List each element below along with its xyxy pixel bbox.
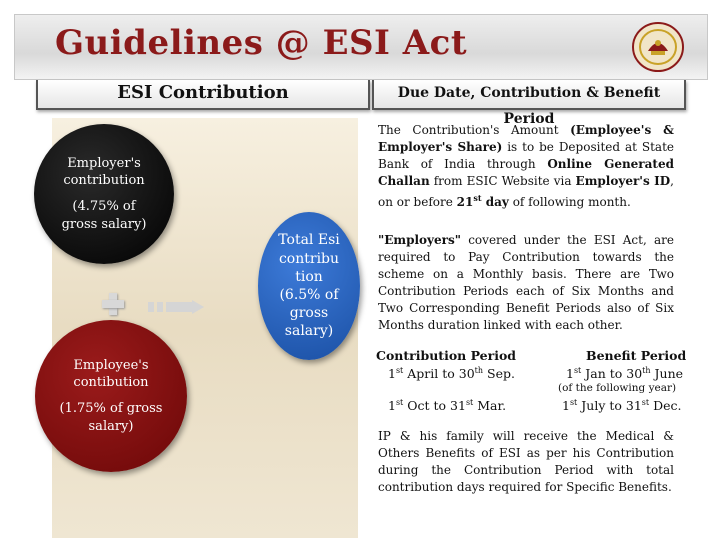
- page-title: Guidelines @ ESI Act: [55, 23, 468, 63]
- employer-line2: contribution: [63, 173, 145, 189]
- employer-line4: gross salary): [61, 216, 147, 232]
- deposit-paragraph: [378, 122, 674, 211]
- employee-line3: (1.75% of gross: [59, 401, 163, 416]
- p1-employer-id: Employer's ID: [575, 174, 671, 188]
- employers-paragraph: [378, 232, 674, 334]
- due-date-heading: Due Date, Contribution & Benefit Period: [372, 80, 686, 110]
- p1-text-a: The Contribution's Amount: [378, 123, 571, 137]
- p1-text-i: of following month.: [508, 195, 631, 209]
- employer-line1: Employer's: [67, 155, 141, 171]
- title-bar: [14, 14, 708, 80]
- total-line2: contribu: [278, 250, 340, 267]
- total-line3: tion: [295, 268, 323, 285]
- employer-line3: (4.75% of: [72, 199, 136, 214]
- arrow-right-icon: [148, 300, 204, 314]
- total-line6: salary): [284, 323, 334, 340]
- total-line1: Total Esi: [278, 232, 340, 249]
- employer-contribution-circle: [34, 124, 174, 264]
- total-line4: (6.5% of: [279, 287, 339, 303]
- total-contribution-circle: [258, 212, 360, 360]
- employee-line2: contibution: [73, 375, 149, 391]
- employee-contribution-circle: [35, 320, 187, 472]
- total-line5: gross: [289, 305, 329, 322]
- contribution-period-2: 1st Oct to 31st Mar.: [388, 398, 507, 414]
- p2-text: covered under the ESI Act, are required to Pay Contribution towards the scheme on a Monthly basis. There are Two Contribution Periods each of Six Months and Two Corresponding Benefit Periods also of Six Months duration linked with each other.: [378, 233, 674, 332]
- plus-icon: [102, 293, 124, 315]
- benefits-paragraph: IP & his family will receive the Medical & Others Benefits of ESI as per his Contribution during the Contribution Period with total contribution days required for Specific Benefits.: [378, 429, 674, 494]
- employee-line4: salary): [88, 418, 134, 434]
- benefit-period-heading: Benefit Period: [586, 348, 687, 363]
- esic-emblem-icon: [631, 21, 685, 73]
- following-year-note: (of the following year): [558, 382, 677, 394]
- p1-text-g: , on or before: [378, 174, 674, 209]
- esi-contribution-heading: ESI Contribution: [36, 80, 370, 110]
- benefit-period-2: 1st July to 31st Dec.: [562, 398, 682, 414]
- p1-day: day: [481, 195, 509, 209]
- p1-text-e: from ESIC Website via: [429, 174, 576, 188]
- p2-employers: "Employers": [378, 233, 461, 247]
- contribution-period-heading: Contribution Period: [376, 348, 517, 363]
- p1-day-num: 21: [456, 195, 474, 209]
- p1-challan: Online Generated Challan: [378, 157, 674, 188]
- employee-line1: Employee's: [73, 357, 149, 373]
- p1-share: (Employee's & Employer's Share): [378, 123, 674, 154]
- p1-text-c: is to be Deposited at State Bank of India through: [378, 140, 675, 171]
- p1-day-sup: st: [473, 193, 482, 203]
- contribution-period-1: 1st April to 30th Sep.: [388, 366, 515, 382]
- benefit-period-1: 1st Jan to 30th June: [566, 366, 684, 382]
